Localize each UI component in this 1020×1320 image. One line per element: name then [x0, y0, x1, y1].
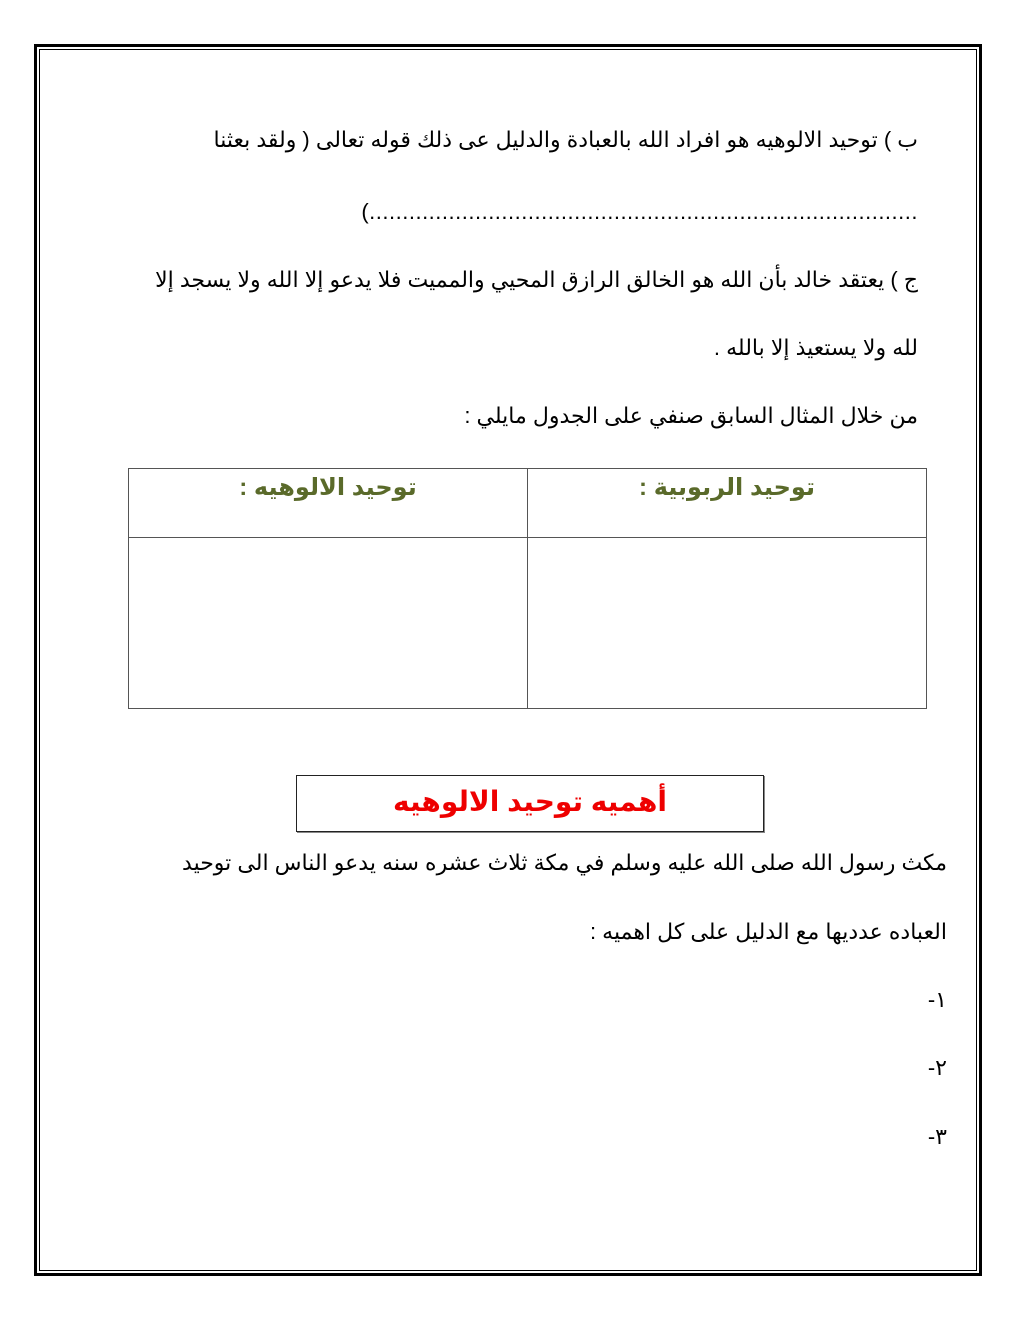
section-b-answer-blank: ...................................................................................): [361, 199, 918, 224]
answer-cell-uluhiyyah[interactable]: [129, 538, 528, 709]
table-header-row: [129, 469, 927, 538]
importance-paragraph-line-2: العباده عدديها مع الدليل على كل اهميه :: [589, 919, 947, 944]
table-answer-row: [129, 538, 927, 709]
importance-title: أهميه توحيد الالوهيه: [393, 786, 667, 817]
instruction-text: من خلال المثال السابق صنفي على الجدول مايلي :: [464, 403, 918, 428]
list-item-3: ٣-: [927, 1124, 947, 1149]
importance-paragraph-line-1: مكث رسول الله صلى الله عليه وسلم في مكة ثلاث عشره سنه يدعو الناس الى توحيد: [182, 850, 947, 875]
section-b-line-1: ب ) توحيد الالوهيه هو افراد الله بالعبادة والدليل عى ذلك قوله تعالى ( ولقد بعثنا: [213, 127, 918, 152]
header-rububiyyah: توحيد الربوبية :: [639, 474, 815, 501]
section-c-line-2: لله ولا يستعيذ إلا بالله .: [713, 335, 918, 360]
classification-table: [128, 468, 927, 709]
list-item-1: ١-: [927, 987, 947, 1012]
importance-title-box: [296, 775, 764, 832]
header-cell-rububiyyah: [528, 469, 927, 538]
header-uluhiyyah: توحيد الالوهيه :: [239, 474, 417, 501]
list-item-2: ٢-: [927, 1055, 947, 1080]
answer-cell-rububiyyah[interactable]: [528, 538, 927, 709]
header-cell-uluhiyyah: [129, 469, 528, 538]
section-c-line-1: ج ) يعتقد خالد بأن الله هو الخالق الرازق المحيي والمميت فلا يدعو إلا الله ولا يسجد إلا: [155, 267, 918, 292]
